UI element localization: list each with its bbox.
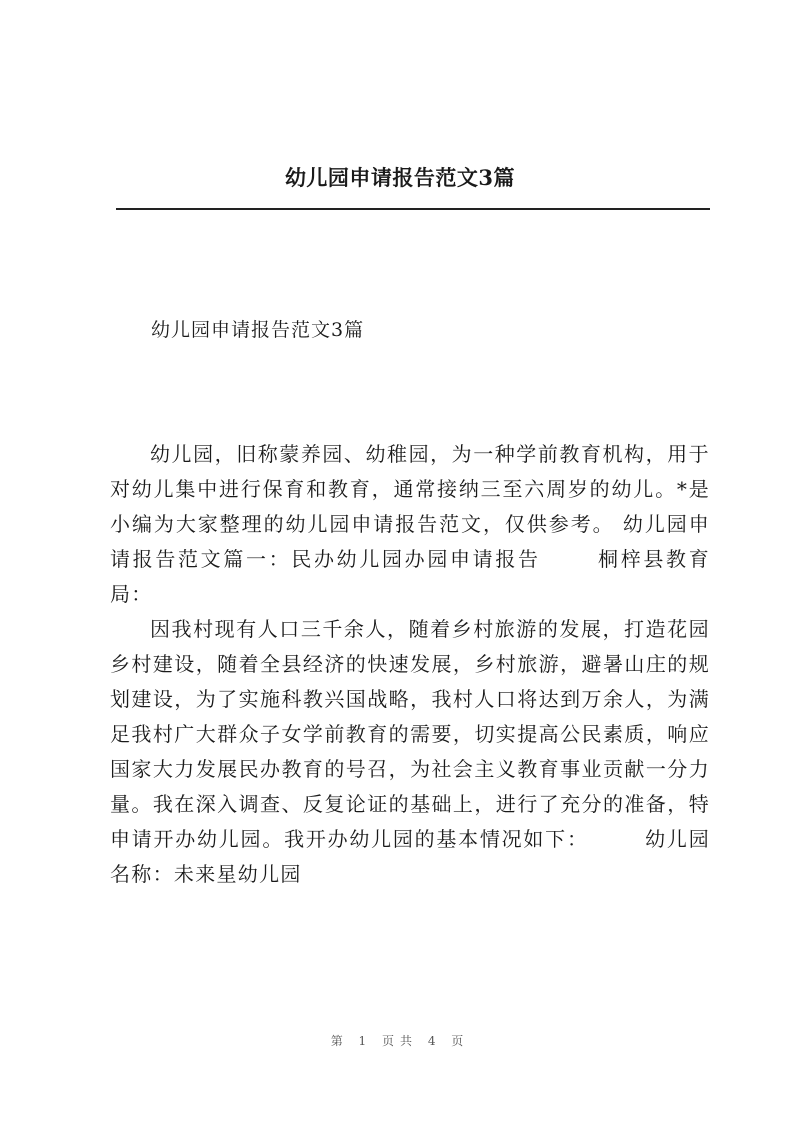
header-divider: [116, 208, 710, 210]
addressee-text: 桐梓县教育局：: [110, 547, 711, 606]
page-header-title: 幼儿园申请报告范文3篇: [284, 165, 516, 190]
application-text: 因我村现有人口三千余人，随着乡村旅游的发展，打造花园乡村建设，随着全县经济的快速发展，乡村旅游，避暑山庄的规划建设，为了实施科教兴国战略，我村人口将达到万余人，为满足我村广大群众子女学前教育的需要，切实提高公民素质，响应国家大力发展民办教育的号召，为社会主义教育事业贡献一分力量。我在深入调查、反复论证的基础上，进行了充分的准备，特申请开办幼儿园。我开办幼儿园的基本情况如下：: [110, 617, 710, 851]
kindergarten-name-text: 幼儿园名称：未来星幼儿园: [110, 827, 710, 886]
body-paragraph-application: [110, 612, 710, 892]
intro-text: 幼儿园，旧称蒙养园、幼稚园，为一种学前教育机构，用于对幼儿集中进行保育和教育，通常接纳三至六周岁的幼儿。*是小编为大家整理的幼儿园申请报告范文，仅供参考。 幼儿园申请报告范文篇一：民办幼儿园办园申请报告: [110, 442, 710, 571]
document-body: [110, 437, 710, 892]
body-paragraph-intro: [110, 437, 710, 612]
page-number-footer: 第 1 页共 4 页: [330, 1034, 470, 1048]
document-title: 幼儿园申请报告范文3篇: [151, 319, 365, 341]
